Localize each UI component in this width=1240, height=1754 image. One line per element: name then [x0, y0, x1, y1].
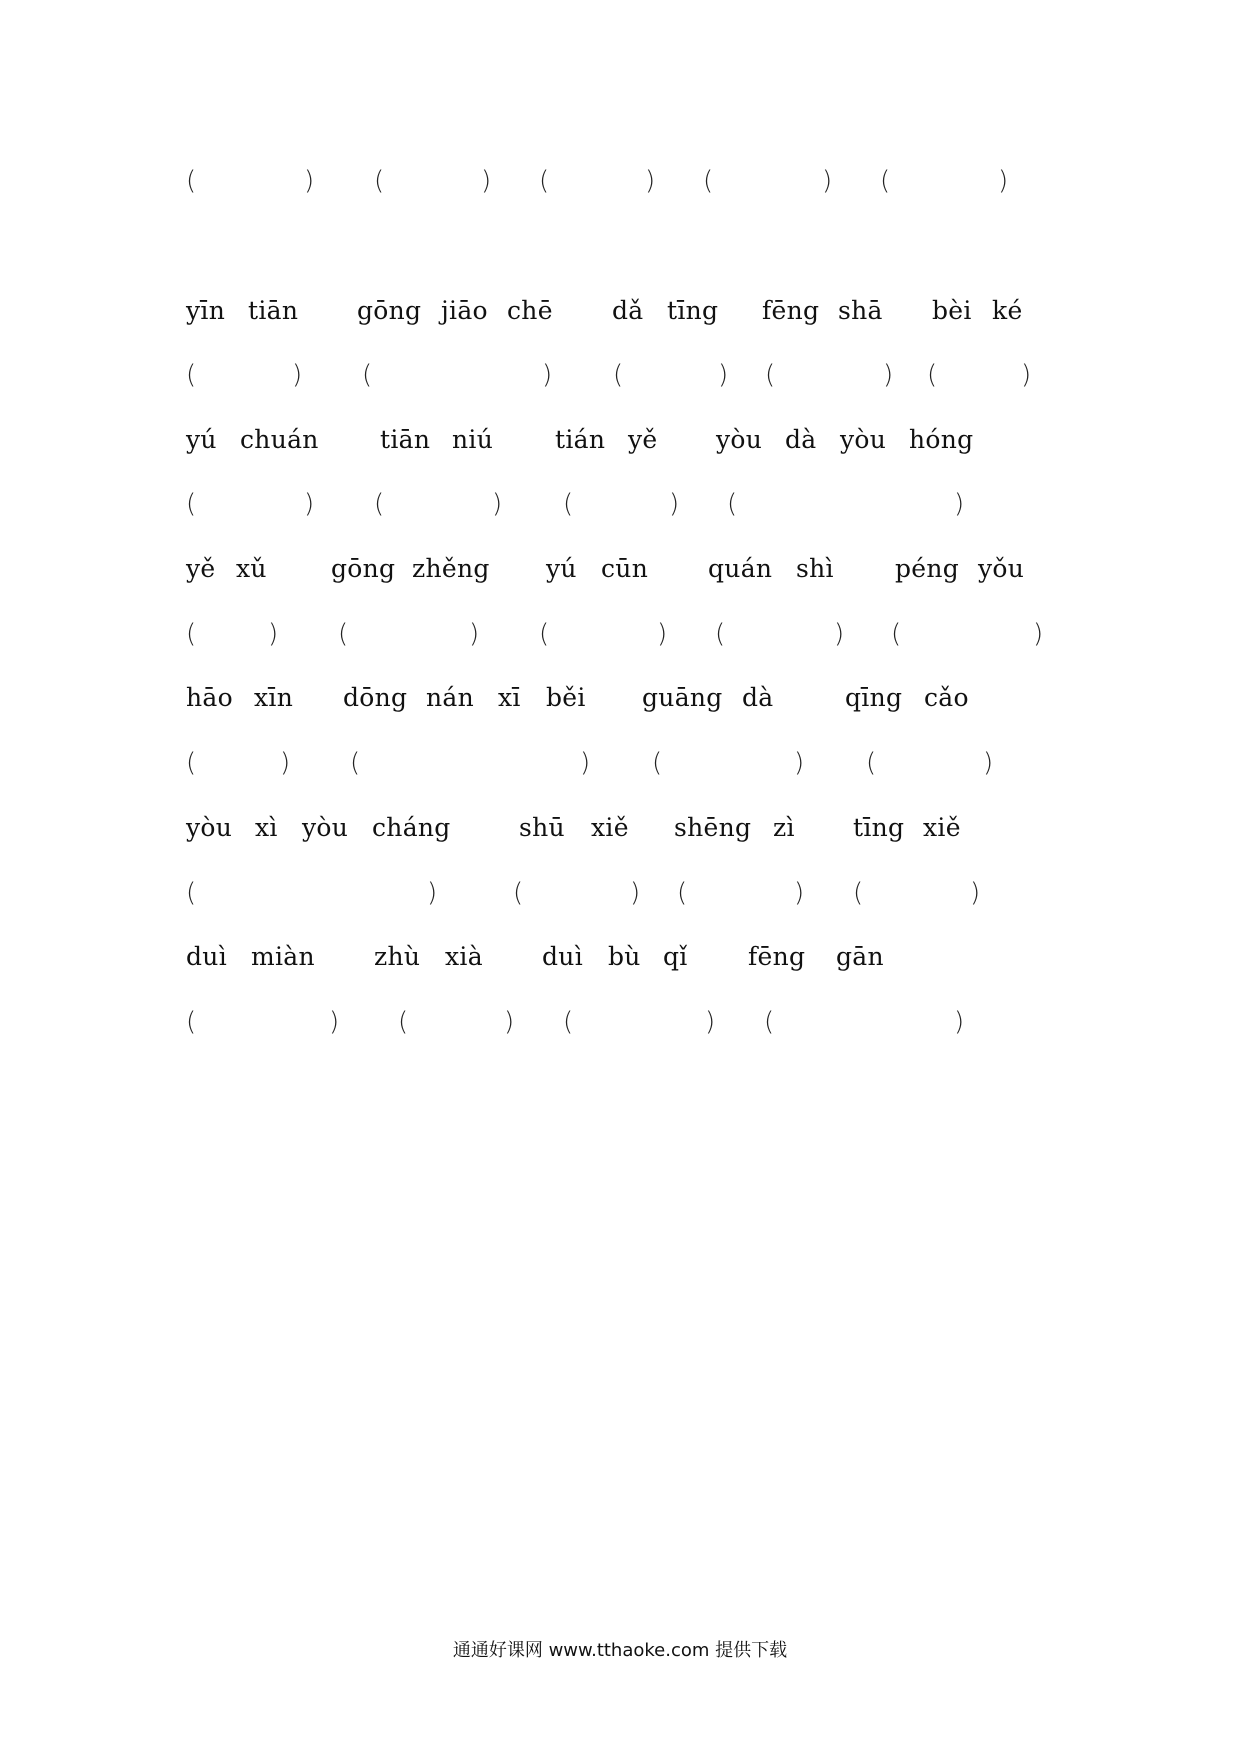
pinyin-word: ké	[992, 296, 1023, 325]
pinyin-word: yǒu	[978, 554, 1025, 583]
pinyin-word: yīn	[186, 296, 226, 325]
bracket-open: (	[866, 748, 877, 778]
pinyin-word: nán	[426, 683, 475, 712]
pinyin-word: gōng	[357, 296, 422, 325]
pinyin-row	[0, 942, 1240, 982]
bracket-open: (	[374, 166, 385, 196]
pinyin-word: xǔ	[236, 554, 267, 583]
pinyin-word: fēng	[762, 296, 820, 325]
pinyin-word: zhěng	[412, 554, 490, 583]
answer-row	[0, 166, 1240, 206]
pinyin-word: dǎ	[612, 296, 644, 325]
bracket-close: )	[1021, 360, 1032, 390]
pinyin-word: yòu	[186, 813, 233, 842]
bracket-close: )	[1033, 619, 1044, 649]
pinyin-word: guāng	[642, 683, 723, 712]
pinyin-row	[0, 813, 1240, 853]
bracket-open: (	[764, 1007, 775, 1037]
pinyin-word: běi	[546, 683, 586, 712]
bracket-open: (	[563, 489, 574, 519]
pinyin-word: tīng	[853, 813, 905, 842]
bracket-open: (	[350, 748, 361, 778]
bracket-close: )	[983, 748, 994, 778]
bracket-open: (	[927, 360, 938, 390]
pinyin-row	[0, 683, 1240, 723]
bracket-open: (	[186, 166, 197, 196]
bracket-open: (	[186, 748, 197, 778]
pinyin-word: cūn	[601, 554, 649, 583]
bracket-open: (	[765, 360, 776, 390]
bracket-close: )	[542, 360, 553, 390]
pinyin-word: duì	[542, 942, 584, 971]
pinyin-word: bèi	[932, 296, 972, 325]
bracket-open: (	[563, 1007, 574, 1037]
pinyin-word: yòu	[302, 813, 349, 842]
bracket-close: )	[304, 166, 315, 196]
bracket-close: )	[834, 619, 845, 649]
pinyin-word: bù	[608, 942, 641, 971]
bracket-close: )	[822, 166, 833, 196]
pinyin-word: yòu	[840, 425, 887, 454]
answer-row	[0, 360, 1240, 400]
answer-row	[0, 619, 1240, 659]
bracket-close: )	[954, 1007, 965, 1037]
bracket-close: )	[469, 619, 480, 649]
pinyin-word: xiě	[923, 813, 961, 842]
pinyin-word: yú	[186, 425, 217, 454]
footer-source-note: 通通好课网 www.tthaoke.com 提供下载	[452, 1640, 788, 1661]
bracket-close: )	[954, 489, 965, 519]
pinyin-word: cǎo	[924, 683, 969, 712]
pinyin-word: quán	[708, 554, 773, 583]
bracket-close: )	[645, 166, 656, 196]
bracket-close: )	[794, 878, 805, 908]
pinyin-word: gān	[836, 942, 884, 971]
bracket-open: (	[186, 1007, 197, 1037]
pinyin-word: tiān	[248, 296, 299, 325]
bracket-open: (	[703, 166, 714, 196]
pinyin-word: yú	[546, 554, 577, 583]
bracket-open: (	[186, 878, 197, 908]
pinyin-word: yòu	[716, 425, 763, 454]
bracket-close: )	[427, 878, 438, 908]
answer-row	[0, 748, 1240, 788]
bracket-close: )	[657, 619, 668, 649]
bracket-close: )	[304, 489, 315, 519]
bracket-open: (	[539, 166, 550, 196]
bracket-close: )	[268, 619, 279, 649]
pinyin-word: hāo	[186, 683, 233, 712]
bracket-close: )	[292, 360, 303, 390]
bracket-close: )	[998, 166, 1009, 196]
bracket-close: )	[970, 878, 981, 908]
bracket-open: (	[727, 489, 738, 519]
bracket-open: (	[539, 619, 550, 649]
bracket-open: (	[880, 166, 891, 196]
pinyin-word: shēng	[674, 813, 752, 842]
bracket-open: (	[715, 619, 726, 649]
pinyin-word: qǐ	[663, 942, 688, 971]
pinyin-word: fēng	[748, 942, 806, 971]
bracket-close: )	[580, 748, 591, 778]
answer-row	[0, 1007, 1240, 1047]
answer-row	[0, 878, 1240, 918]
pinyin-word: xiě	[591, 813, 629, 842]
pinyin-word: yě	[186, 554, 216, 583]
bracket-close: )	[883, 360, 894, 390]
pinyin-word: dà	[742, 683, 774, 712]
answer-row	[0, 489, 1240, 529]
bracket-close: )	[280, 748, 291, 778]
bracket-close: )	[329, 1007, 340, 1037]
bracket-close: )	[481, 166, 492, 196]
pinyin-word: shā	[838, 296, 883, 325]
bracket-open: (	[186, 360, 197, 390]
pinyin-word: zì	[773, 813, 795, 842]
pinyin-row	[0, 425, 1240, 465]
pinyin-word: xīn	[254, 683, 294, 712]
bracket-open: (	[677, 878, 688, 908]
pinyin-word: tián	[555, 425, 606, 454]
pinyin-word: dōng	[343, 683, 408, 712]
pinyin-row	[0, 554, 1240, 594]
bracket-close: )	[705, 1007, 716, 1037]
pinyin-word: hóng	[909, 425, 974, 454]
bracket-open: (	[652, 748, 663, 778]
bracket-close: )	[794, 748, 805, 778]
bracket-open: (	[338, 619, 349, 649]
bracket-open: (	[513, 878, 524, 908]
pinyin-word: cháng	[372, 813, 451, 842]
bracket-open: (	[613, 360, 624, 390]
pinyin-word: niú	[452, 425, 494, 454]
pinyin-word: xì	[255, 813, 278, 842]
pinyin-word: qīng	[845, 683, 903, 712]
pinyin-word: jiāo	[441, 296, 488, 325]
pinyin-word: miàn	[251, 942, 315, 971]
bracket-open: (	[398, 1007, 409, 1037]
pinyin-word: péng	[895, 554, 960, 583]
pinyin-word: xī	[498, 683, 521, 712]
pinyin-word: duì	[186, 942, 228, 971]
pinyin-word: tīng	[667, 296, 719, 325]
bracket-close: )	[492, 489, 503, 519]
pinyin-word: shū	[519, 813, 565, 842]
pinyin-word: dà	[785, 425, 817, 454]
bracket-open: (	[891, 619, 902, 649]
bracket-close: )	[669, 489, 680, 519]
bracket-open: (	[186, 489, 197, 519]
pinyin-word: xià	[445, 942, 483, 971]
pinyin-word: chē	[507, 296, 553, 325]
bracket-close: )	[718, 360, 729, 390]
bracket-close: )	[504, 1007, 515, 1037]
bracket-open: (	[362, 360, 373, 390]
pinyin-word: zhù	[374, 942, 421, 971]
pinyin-word: tiān	[380, 425, 431, 454]
pinyin-word: shì	[796, 554, 834, 583]
pinyin-word: yě	[628, 425, 658, 454]
bracket-open: (	[186, 619, 197, 649]
pinyin-word: gōng	[331, 554, 396, 583]
pinyin-word: chuán	[240, 425, 319, 454]
bracket-open: (	[374, 489, 385, 519]
bracket-close: )	[630, 878, 641, 908]
bracket-open: (	[853, 878, 864, 908]
pinyin-row	[0, 296, 1240, 336]
